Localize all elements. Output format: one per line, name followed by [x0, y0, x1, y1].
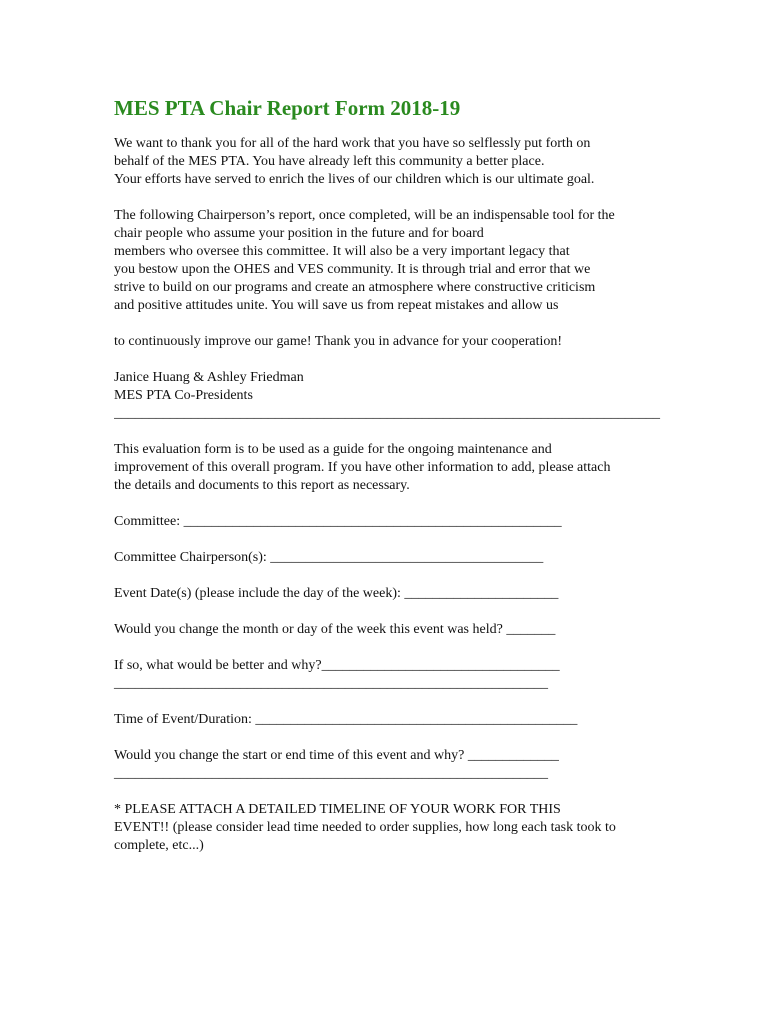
- intro-line: We want to thank you for all of the hard work that you have so selflessly put forth on: [114, 136, 591, 151]
- evaluation-line: This evaluation form is to be used as a guide for the ongoing maintenance and: [114, 442, 552, 457]
- change-time-field[interactable]: Would you change the start or end time of this event and why? _____________: [114, 748, 559, 763]
- chairperson-field[interactable]: Committee Chairperson(s): _______________________________________: [114, 550, 544, 565]
- legacy-line: members who oversee this committee. It will also be a very important legacy that: [114, 244, 570, 259]
- notice-line: EVENT!! (please consider lead time needed to order supplies, how long each task took to: [114, 820, 616, 835]
- if-so-field[interactable]: If so, what would be better and why?__________________________________: [114, 658, 560, 673]
- evaluation-intro: [114, 441, 662, 495]
- document-page: [114, 95, 662, 855]
- timeline-notice: [114, 801, 662, 855]
- legacy-line: chair people who assume your position in the future and for board: [114, 226, 484, 241]
- committee-field[interactable]: Committee: ______________________________________________________: [114, 514, 562, 529]
- evaluation-line: improvement of this overall program. If you have other information to add, please attach: [114, 460, 611, 475]
- legacy-paragraph: [114, 207, 662, 315]
- evaluation-line: the details and documents to this report as necessary.: [114, 478, 410, 493]
- section-divider: ______________________________________________________________________________: [114, 406, 660, 421]
- notice-line: complete, etc...): [114, 838, 204, 853]
- closing-line: to continuously improve our game! Thank you in advance for your cooperation!: [114, 334, 563, 349]
- legacy-line: The following Chairperson’s report, once completed, will be an indispensable tool for the: [114, 208, 615, 223]
- notice-line: * PLEASE ATTACH A DETAILED TIMELINE OF YOUR WORK FOR THIS: [114, 802, 561, 817]
- event-dates-field[interactable]: Event Date(s) (please include the day of the week): ______________________: [114, 586, 559, 601]
- form-title: MES PTA Chair Report Form 2018-19: [114, 96, 461, 120]
- legacy-line: strive to build on our programs and create an atmosphere where constructive criticism: [114, 280, 596, 295]
- time-of-event-field[interactable]: Time of Event/Duration: ______________________________________________: [114, 712, 578, 727]
- intro-paragraph: [114, 135, 662, 189]
- signature-names: Janice Huang & Ashley Friedman: [114, 370, 304, 385]
- intro-line: Your efforts have served to enrich the lives of our children which is our ultimate goal.: [114, 172, 595, 187]
- legacy-line: and positive attitudes unite. You will save us from repeat mistakes and allow us: [114, 298, 559, 313]
- intro-line: behalf of the MES PTA. You have already left this community a better place.: [114, 154, 545, 169]
- change-month-field[interactable]: Would you change the month or day of the week this event was held? _______: [114, 622, 556, 637]
- legacy-line: you bestow upon the OHES and VES community. It is through trial and error that we: [114, 262, 591, 277]
- change-time-continuation-field[interactable]: ______________________________________________________________: [114, 766, 548, 781]
- signature-block: [114, 369, 662, 423]
- signature-role: MES PTA Co-Presidents: [114, 388, 253, 403]
- if-so-continuation-field[interactable]: ______________________________________________________________: [114, 676, 548, 691]
